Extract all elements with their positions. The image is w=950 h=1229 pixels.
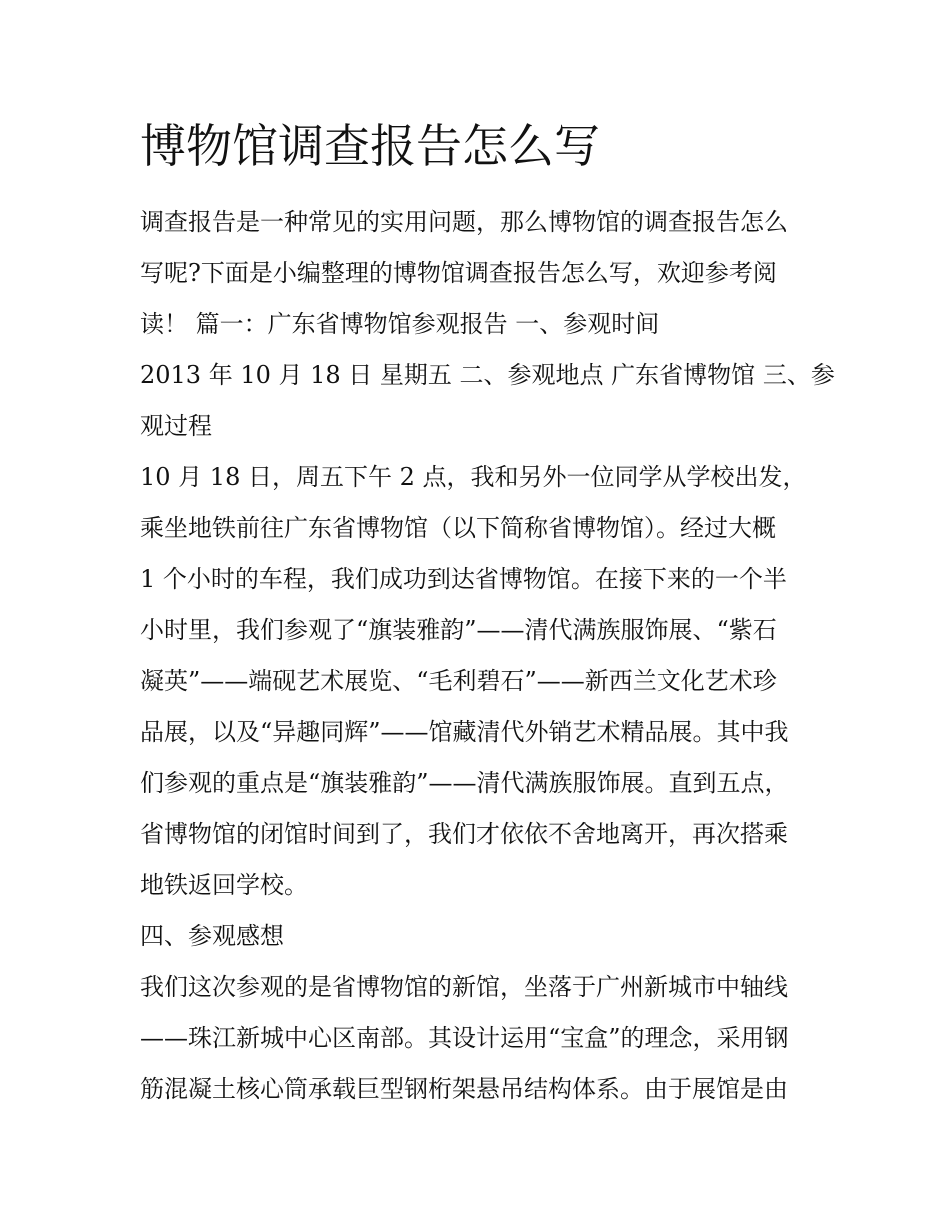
section-heading: 四、参观感想 <box>140 922 284 950</box>
text-line: 1 个小时的车程，我们成功到达省博物馆。在接下来的一个半 <box>140 565 787 593</box>
text-line: 调查报告是一种常见的实用问题，那么博物馆的调查报告怎么 <box>140 208 788 236</box>
text-line: 乘坐地铁前往广东省博物馆（以下简称省博物馆）。经过大概 <box>140 514 776 542</box>
text-line: 们参观的重点是“旗装雅韵”——清代满族服饰展。直到五点， <box>140 769 789 797</box>
document-title: 博物馆调查报告怎么写 <box>140 119 600 173</box>
text-line: 小时里，我们参观了“旗装雅韵”——清代满族服饰展、“紫石 <box>140 616 777 644</box>
text-line: 10 月 18 日，周五下午 2 点，我和另外一位同学从学校出发， <box>140 463 807 491</box>
text-line: 省博物馆的闭馆时间到了，我们才依依不舍地离开，再次搭乘 <box>140 820 788 848</box>
text-line: 2013 年 10 月 18 日 星期五 二、参观地点 广东省博物馆 三、参 <box>140 361 835 389</box>
text-line: 读！ 篇一：广东省博物馆参观报告 一、参观时间 <box>140 310 660 338</box>
text-line: 我们这次参观的是省博物馆的新馆，坐落于广州新城市中轴线 <box>140 973 788 1001</box>
text-line: 品展，以及“异趣同辉”——馆藏清代外销艺术精品展。其中我 <box>140 718 789 746</box>
text-line: 地铁返回学校。 <box>140 871 308 899</box>
text-line: 凝英”——端砚艺术展览、“毛利碧石”——新西兰文化艺术珍 <box>140 667 777 695</box>
text-line: 写呢?下面是小编整理的博物馆调查报告怎么写，欢迎参考阅 <box>140 259 777 287</box>
text-line: 筋混凝土核心筒承载巨型钢桁架悬吊结构体系。由于展馆是由 <box>140 1075 788 1103</box>
text-line: ——珠江新城中心区南部。其设计运用“宝盒”的理念，采用钢 <box>140 1024 789 1052</box>
text-line: 观过程 <box>140 412 212 440</box>
